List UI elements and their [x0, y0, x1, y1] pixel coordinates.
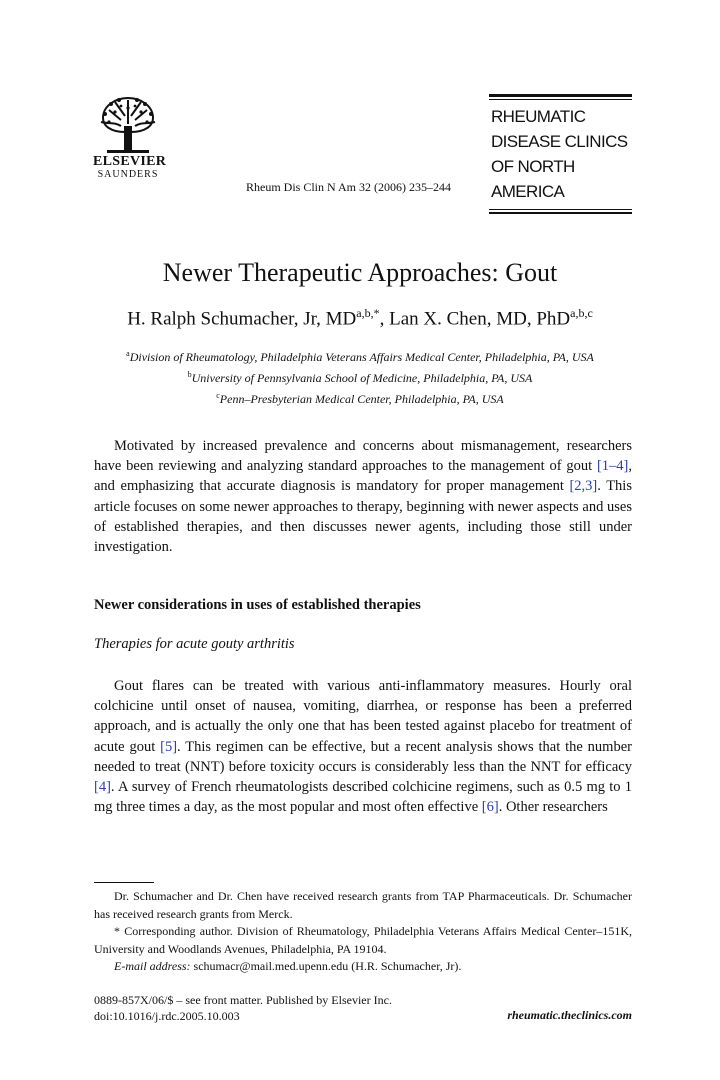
- affiliation: [0, 387, 720, 408]
- reference-link[interactable]: [4]: [94, 779, 111, 796]
- affiliations: [0, 345, 720, 408]
- email-address[interactable]: schumacr@mail.med.upenn.edu (H.R. Schumacher, Jr).: [190, 959, 462, 973]
- affiliation: [0, 366, 720, 387]
- affiliation-text: University of Pennsylvania School of Medicine, Philadelphia, PA, USA: [191, 371, 533, 385]
- elsevier-tree-icon: [95, 92, 161, 154]
- paragraph-text: . This article focuses on some newer approaches to therapy, beginning with newer aspects and uses of established therapies, and then discusses newer agents, including those still under investigation.: [94, 478, 632, 556]
- paragraph-text: . Other researchers: [498, 799, 608, 816]
- corresponding-author-footnote: * Corresponding author. Division of Rheumatology, Philadelphia Veterans Affairs Medical Center–151K, University and Woodlands Avenues, Philadelphia, PA 19104.: [94, 924, 632, 956]
- paragraph-text: . This regimen can be effective, but a recent analysis shows that the number needed to treat (NNT) before toxicity occurs is considerably less than the NNT for efficacy: [94, 738, 632, 775]
- journal-logo-line-2: DISEASE CLINICS: [491, 132, 628, 151]
- subsection-heading: Therapies for acute gouty arthritis: [94, 636, 295, 652]
- reference-link[interactable]: [6]: [481, 799, 499, 816]
- author-affil-marker: a,b,*: [356, 306, 380, 320]
- paragraph-text: , and emphasizing that accurate diagnosis is mandatory for proper management: [94, 458, 632, 495]
- intro-paragraph: [94, 436, 632, 557]
- section-heading: Newer considerations in uses of established therapies: [94, 597, 421, 613]
- journal-logo-line-1: RHEUMATIC: [491, 107, 586, 126]
- author-list: [0, 306, 720, 330]
- author-affil-marker: a,b,c: [570, 306, 593, 320]
- reference-link[interactable]: [2,3]: [569, 478, 598, 495]
- publisher-logo: [93, 92, 167, 180]
- journal-logo: [489, 94, 632, 214]
- logo-rule: [489, 212, 632, 214]
- doi-line[interactable]: doi:10.1016/j.rdc.2005.10.003: [94, 1009, 240, 1023]
- author-name: H. Ralph Schumacher, Jr, MD: [127, 308, 357, 330]
- reference-link[interactable]: [1–4]: [596, 458, 629, 475]
- journal-logo-line-3: OF NORTH AMERICA: [491, 157, 575, 201]
- affiliation: [0, 345, 720, 366]
- logo-rule: [489, 94, 632, 97]
- front-matter-info: [94, 992, 392, 1024]
- author-separator: ,: [379, 308, 390, 330]
- journal-citation: Rheum Dis Clin N Am 32 (2006) 235–244: [246, 180, 452, 194]
- affiliation-marker: a: [126, 349, 130, 358]
- disclosure-footnote: Dr. Schumacher and Dr. Chen have received research grants from TAP Pharmaceuticals. Dr. Schumacher has received research grants from Merck.: [94, 889, 632, 921]
- affiliation-marker: c: [216, 391, 220, 400]
- publisher-imprint: SAUNDERS: [97, 169, 159, 180]
- journal-website[interactable]: rheumatic.theclinics.com: [507, 1008, 632, 1022]
- affiliation-text: Penn–Presbyterian Medical Center, Philadelphia, PA, USA: [219, 392, 504, 406]
- article-title: Newer Therapeutic Approaches: Gout: [162, 258, 558, 287]
- publisher-name: ELSEVIER: [93, 154, 167, 169]
- email-label: E-mail address:: [114, 959, 191, 973]
- affiliation-marker: b: [187, 370, 192, 379]
- paragraph-text: . A survey of French rheumatologists described colchicine regimens, such as 0.5 mg to 1 mg three times a day, as the most popular and most often effective: [94, 779, 632, 816]
- issn-line: 0889-857X/06/$ – see front matter. Published by Elsevier Inc.: [94, 993, 392, 1007]
- body-paragraph: [94, 676, 632, 817]
- author-name: Lan X. Chen, MD, PhD: [389, 308, 571, 330]
- affiliation-text: Division of Rheumatology, Philadelphia Veterans Affairs Medical Center, Philadelphia, PA, USA: [129, 350, 594, 364]
- paragraph-text: Gout flares can be treated with various anti-inflammatory measures. Hourly oral colchicine until onset of nausea, vomiting, diarrhea, or response has been a preferred approach, and is actually the only one that has been tested against placebo for treatment of acute gout: [94, 678, 632, 755]
- reference-link[interactable]: [5]: [160, 738, 178, 755]
- footnotes: [94, 888, 632, 976]
- logo-rule: [489, 99, 632, 100]
- footnote-divider: [94, 882, 154, 883]
- paragraph-text: Motivated by increased prevalence and concerns about mismanagement, researchers have been reviewing and analyzing standard approaches to the management of gout: [94, 438, 632, 475]
- email-footnote: [94, 958, 632, 976]
- logo-rule: [489, 209, 632, 210]
